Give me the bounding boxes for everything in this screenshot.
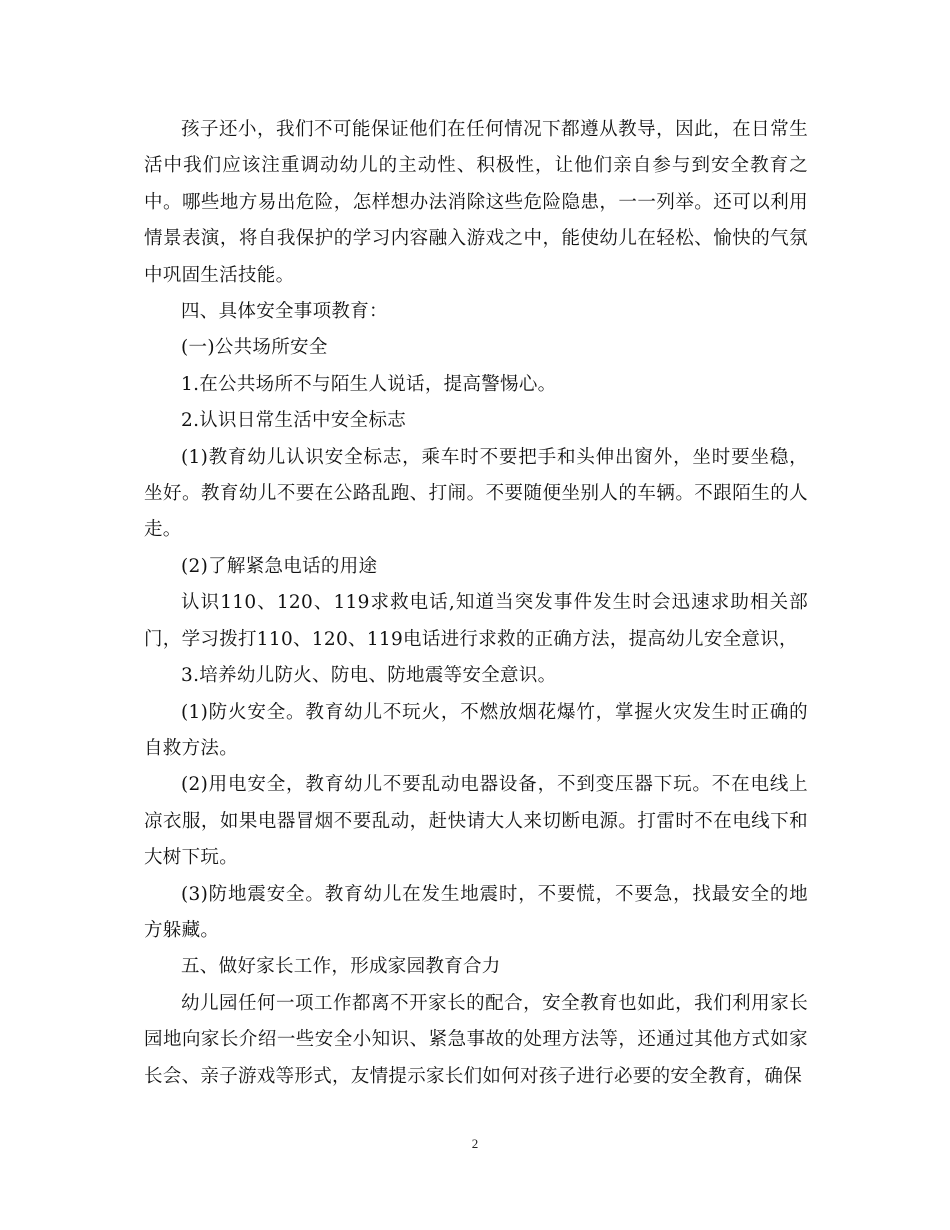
document-body: [144, 112, 808, 1095]
paragraph-parent-cooperation: 幼儿园任何一项工作都离不开家长的配合，安全教育也如此，我们利用家长园地向家长介绍一些安全小知识、紧急事故的处理方法等，还通过其他方式如家长会、亲子游戏等形式，友情提示家长们如何对孩子进行必要的安全教育，确保: [144, 992, 808, 1087]
paragraph-fire-safety: (1)防火安全。教育幼儿不玩火，不燃放烟花爆竹，掌握火灾发生时正确的自救方法。: [144, 701, 808, 759]
item-safety-signs: 2.认识日常生活中安全标志: [181, 410, 407, 432]
subheading-public-places: (一)公共场所安全: [181, 337, 328, 359]
heading-section-four: 四、具体安全事项教育：: [181, 301, 388, 323]
paragraph-electric-safety: (2)用电安全，教育幼儿不要乱动电器设备，不到变压器下玩。不在电线上凉衣服，如果电器冒烟不要乱动，赶快请大人来切断电源。打雷时不在电线下和大树下玩。: [144, 774, 808, 869]
paragraph-safety-signs: (1)教育幼儿认识安全标志，乘车时不要把手和头伸出窗外，坐时要坐稳，坐好。教育幼儿不要在公路乱跑、打闹。不要随便坐别人的车辆。不跟陌生的人走。: [144, 446, 808, 541]
paragraph-earthquake-safety: (3)防地震安全。教育幼儿在发生地震时，不要慌，不要急，找最安全的地方躲藏。: [144, 883, 808, 941]
paragraph-emergency-phones: 认识110、120、119求救电话,知道当突发事件发生时会迅速求助相关部门，学习拨打110、120、119电话进行求救的正确方法，提高幼儿安全意识，: [144, 592, 808, 650]
page-number: 2: [471, 1136, 479, 1151]
item-fire-electric-earthquake: 3.培养幼儿防火、防电、防地震等安全意识。: [181, 665, 557, 687]
paragraph-participation: 孩子还小，我们不可能保证他们在任何情况下都遵从教导，因此，在日常生活中我们应该注重调动幼儿的主动性、积极性，让他们亲自参与到安全教育之中。哪些地方易出危险，怎样想办法消除这些危险隐患，一一列举。还可以利用情景表演，将自我保护的学习内容融入游戏之中，能使幼儿在轻松、愉快的气氛中巩固生活技能。: [144, 119, 808, 286]
subheading-emergency-phones: (2)了解紧急电话的用途: [181, 555, 378, 577]
heading-section-five: 五、做好家长工作，形成家园教育合力: [181, 956, 501, 978]
item-strangers: 1.在公共场所不与陌生人说话，提高警惕心。: [181, 373, 557, 395]
